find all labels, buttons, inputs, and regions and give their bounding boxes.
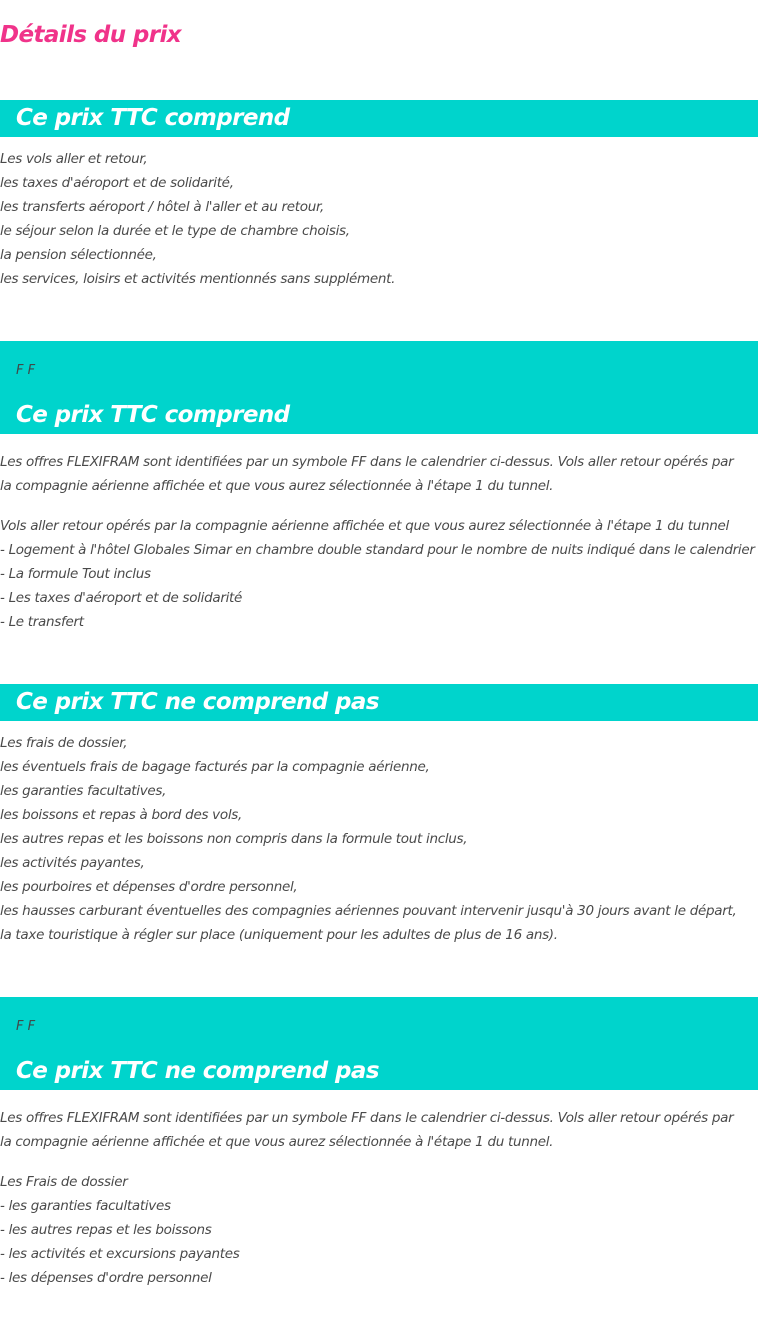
- flexifram-tag: F F: [16, 363, 36, 378]
- included-list: [0, 147, 395, 291]
- section-heading-flexifram-not-included: Ce prix TTC ne comprend pas: [16, 1058, 379, 1084]
- section-header-flexifram-not-included: [0, 997, 758, 1090]
- page-title: Détails du prix: [0, 22, 182, 48]
- flexifram-included-list: [0, 514, 755, 634]
- list-item: les éventuels frais de bagage facturés par la compagnie aérienne,: [0, 759, 430, 775]
- list-item: les taxes d'aéroport et de solidarité,: [0, 175, 234, 191]
- section-header-not-included: [0, 684, 758, 721]
- section-heading-not-included: Ce prix TTC ne comprend pas: [16, 689, 379, 715]
- flexifram-not-included-list: [0, 1170, 239, 1290]
- section-heading-flexifram-included: Ce prix TTC comprend: [16, 402, 290, 428]
- section-header-flexifram-included: [0, 341, 758, 434]
- list-item: les boissons et repas à bord des vols,: [0, 807, 243, 823]
- list-item: - Le transfert: [0, 614, 84, 630]
- list-item: les services, loisirs et activités mentionnés sans supplément.: [0, 271, 396, 287]
- list-item: les garanties facultatives,: [0, 783, 167, 799]
- flexifram-intro-included: Les offres FLEXIFRAM sont identifiées par un symbole FF dans le calendrier ci-dessus. Vols aller retour opérés par la compagnie aérienne affichée et que vous aurez sélectionnée à l'étape 1 du tunnel.: [0, 454, 734, 494]
- list-item: - La formule Tout inclus: [0, 566, 151, 582]
- list-item: - les garanties facultatives: [0, 1198, 171, 1214]
- list-item: la taxe touristique à régler sur place (uniquement pour les adultes de plus de 16 ans).: [0, 927, 558, 943]
- list-item: le séjour selon la durée et le type de chambre choisis,: [0, 223, 350, 239]
- list-item: - Logement à l'hôtel Globales Simar en chambre double standard pour le nombre de nuits indiqué dans le calendrier: [0, 542, 755, 558]
- flexifram-tag: F F: [16, 1019, 36, 1034]
- list-item: les activités payantes,: [0, 855, 145, 871]
- list-item: Les vols aller et retour,: [0, 151, 148, 167]
- section-header-included: [0, 100, 758, 137]
- list-item: les pourboires et dépenses d'ordre personnel,: [0, 879, 298, 895]
- list-item: - les autres repas et les boissons: [0, 1222, 212, 1238]
- list-item: - les dépenses d'ordre personnel: [0, 1270, 212, 1286]
- section-heading-included: Ce prix TTC comprend: [16, 105, 290, 131]
- list-item: - Les taxes d'aéroport et de solidarité: [0, 590, 243, 606]
- list-item: la pension sélectionnée,: [0, 247, 157, 263]
- list-item: - les activités et excursions payantes: [0, 1246, 240, 1262]
- list-item: Les frais de dossier,: [0, 735, 128, 751]
- flexifram-intro-not-included: Les offres FLEXIFRAM sont identifiées par un symbole FF dans le calendrier ci-dessus. Vols aller retour opérés par la compagnie aérienne affichée et que vous aurez sélectionnée à l'étape 1 du tunnel.: [0, 1110, 734, 1150]
- list-item: Les Frais de dossier: [0, 1174, 128, 1190]
- not-included-list: [0, 731, 736, 947]
- list-item: les hausses carburant éventuelles des compagnies aériennes pouvant intervenir jusqu'à 30 jours avant le départ,: [0, 903, 737, 919]
- list-item: les autres repas et les boissons non compris dans la formule tout inclus,: [0, 831, 468, 847]
- list-item: les transferts aéroport / hôtel à l'aller et au retour,: [0, 199, 324, 215]
- list-item: Vols aller retour opérés par la compagnie aérienne affichée et que vous aurez sélectionnée à l'étape 1 du tunnel: [0, 518, 729, 534]
